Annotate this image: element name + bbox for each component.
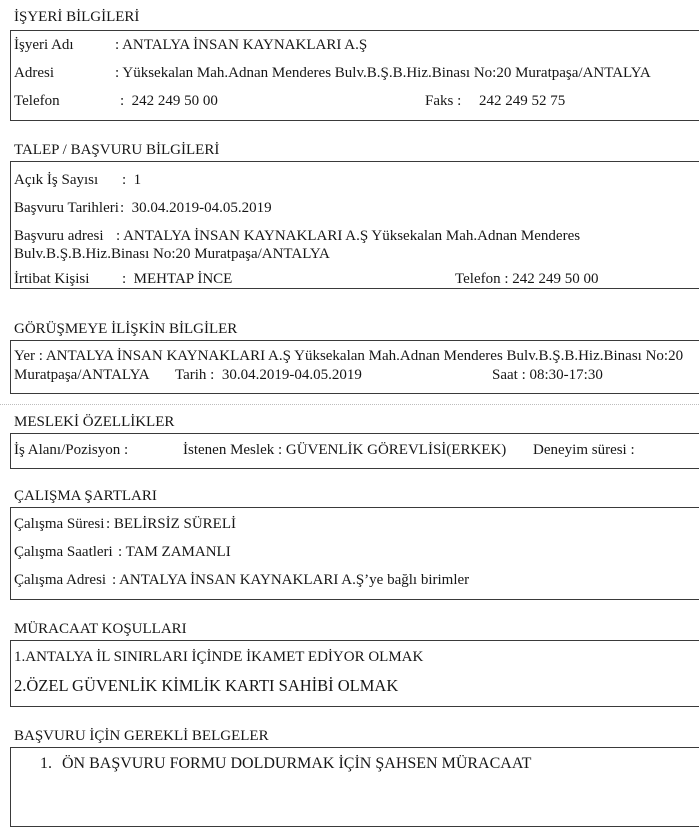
employer-phone-value: : 242 249 50 00	[120, 93, 218, 109]
interview-time: Saat : 08:30-17:30	[492, 367, 603, 383]
work-duration-value: : BELİRSİZ SÜRELİ	[106, 516, 236, 532]
work-address-label: Çalışma Adresi	[14, 572, 107, 588]
document-item-number: 1.	[40, 755, 52, 772]
employer-address-value: : Yüksekalan Mah.Adnan Menderes Bulv.B.Ş.B.Hiz.Binası No:20 Muratpaşa/ANTALYA	[115, 65, 651, 81]
contact-phone: Telefon : 242 249 50 00	[455, 271, 599, 287]
work-hours-label: Çalışma Saatleri	[14, 544, 113, 560]
requirement-item: 2.ÖZEL GÜVENLİK KİMLİK KARTI SAHİBİ OLMAK	[14, 676, 399, 695]
requested-occupation: İstenen Meslek : GÜVENLİK GÖREVLİSİ(ERKEK)	[183, 442, 507, 458]
requirements-heading: MÜRACAAT KOŞULLARI	[14, 621, 187, 637]
work-duration-label: Çalışma Süresi	[14, 516, 105, 532]
requirement-item: 1.ANTALYA İL SINIRLARI İÇİNDE İKAMET EDİYOR OLMAK	[14, 649, 424, 665]
employer-name-label: İşyeri Adı	[14, 37, 74, 53]
occupation-heading: MESLEKİ ÖZELLİKLER	[14, 414, 175, 430]
experience-label: Deneyim süresi :	[533, 442, 635, 458]
employer-fax-label: Faks :	[425, 93, 462, 109]
application-address-value-line2: Bulv.B.Ş.B.Hiz.Binası No:20 Muratpaşa/ANTALYA	[14, 246, 330, 262]
interview-info-heading: GÖRÜŞMEYE İLİŞKİN BİLGİLER	[14, 321, 238, 337]
required-documents-heading: BAŞVURU İÇİN GEREKLİ BELGELER	[14, 728, 269, 744]
employer-address-label: Adresi	[14, 65, 54, 81]
employer-name-value: : ANTALYA İNSAN KAYNAKLARI A.Ş	[115, 37, 368, 53]
application-address-label: Başvuru adresi	[14, 228, 104, 244]
work-hours-value: : TAM ZAMANLI	[118, 544, 231, 560]
open-jobs-value: : 1	[122, 172, 142, 188]
document-item-text: ÖN BAŞVURU FORMU DOLDURMAK İÇİN ŞAHSEN MÜRACAAT	[62, 755, 532, 772]
employer-info-heading: İŞYERİ BİLGİLERİ	[14, 9, 140, 25]
interview-date: Tarih : 30.04.2019-04.05.2019	[175, 367, 362, 383]
employer-fax-value: 242 249 52 75	[479, 93, 566, 109]
open-jobs-label: Açık İş Sayısı	[14, 172, 99, 188]
application-info-heading: TALEP / BAŞVURU BİLGİLERİ	[14, 142, 220, 158]
employer-phone-label: Telefon	[14, 93, 60, 109]
page-divider	[0, 404, 699, 405]
position-label: İş Alanı/Pozisyon :	[14, 442, 129, 458]
application-dates-value: : 30.04.2019-04.05.2019	[120, 200, 272, 216]
interview-place-line1: Yer : ANTALYA İNSAN KAYNAKLARI A.Ş Yüksekalan Mah.Adnan Menderes Bulv.B.Ş.B.Hiz.Binası No:20	[14, 348, 684, 364]
interview-place-line2: Muratpaşa/ANTALYA	[14, 367, 150, 383]
contact-person-value: : MEHTAP İNCE	[122, 271, 233, 287]
working-conditions-heading: ÇALIŞMA ŞARTLARI	[14, 488, 157, 504]
work-address-value: : ANTALYA İNSAN KAYNAKLARI A.Ş’ye bağlı birimler	[112, 572, 470, 588]
application-dates-label: Başvuru Tarihleri	[14, 200, 119, 216]
contact-person-label: İrtibat Kişisi	[14, 271, 90, 287]
application-address-value-line1: : ANTALYA İNSAN KAYNAKLARI A.Ş Yüksekalan Mah.Adnan Menderes	[116, 228, 581, 244]
